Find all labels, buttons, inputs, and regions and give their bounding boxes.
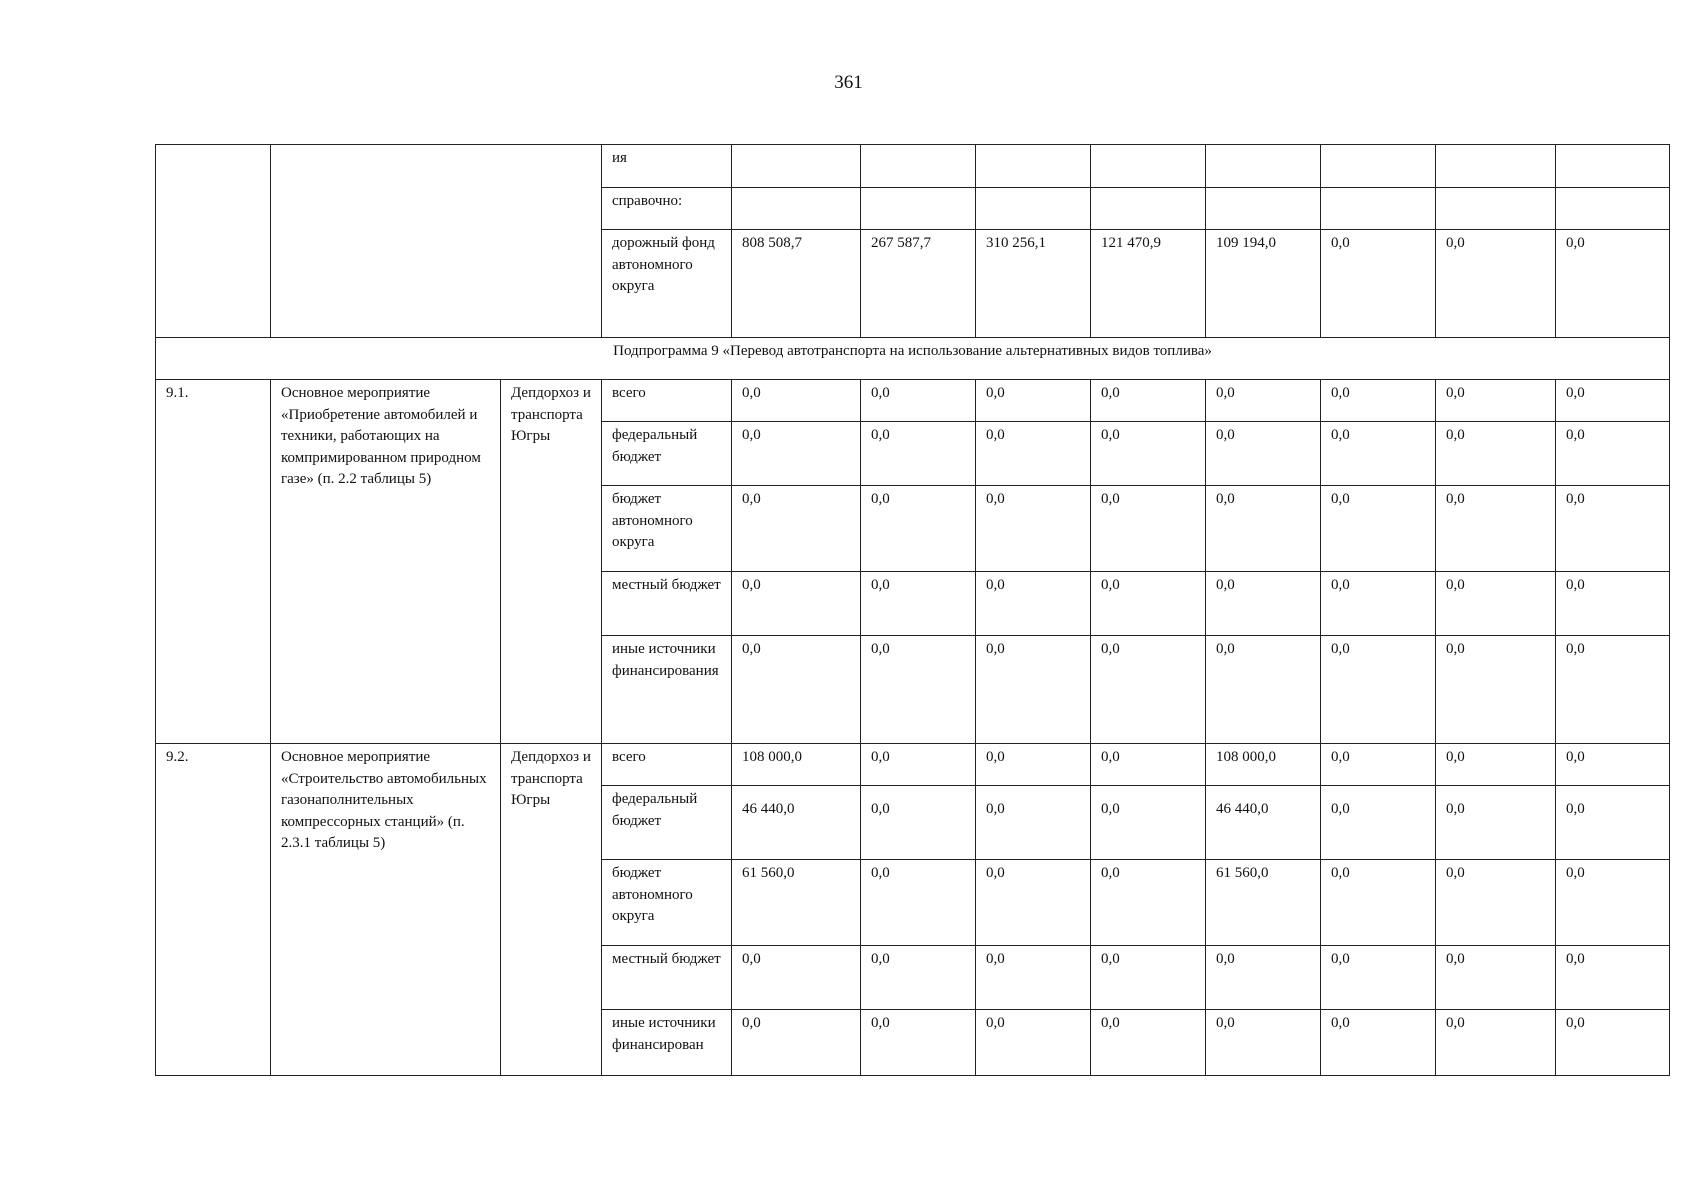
value-cell: 0,0 [1321, 422, 1436, 486]
value-cell: 0,0 [976, 786, 1091, 860]
value-cell: 0,0 [976, 380, 1091, 422]
value-cell: 0,0 [1206, 486, 1321, 572]
value-cell: 0,0 [1206, 1010, 1321, 1076]
value-cell: 0,0 [1556, 636, 1670, 744]
value-cell: 0,0 [732, 1010, 861, 1076]
value-cell [976, 145, 1091, 188]
value-cell: 0,0 [861, 860, 976, 946]
source-cell: ия [602, 145, 732, 188]
value-cell: 0,0 [1091, 636, 1206, 744]
source-cell: иные источники финансирован [602, 1010, 732, 1076]
subprogram-row [156, 338, 1670, 380]
table-row [156, 744, 1670, 786]
value-cell: 0,0 [976, 486, 1091, 572]
value-cell: 0,0 [861, 946, 976, 1010]
value-cell: 0,0 [1556, 786, 1670, 860]
value-cell: 0,0 [1556, 230, 1670, 338]
value-cell: 0,0 [1556, 572, 1670, 636]
value-cell: 0,0 [1091, 572, 1206, 636]
value-cell [1436, 188, 1556, 230]
value-cell [1436, 145, 1556, 188]
value-cell: 0,0 [1321, 786, 1436, 860]
source-cell: местный бюджет [602, 572, 732, 636]
value-cell: 0,0 [1436, 946, 1556, 1010]
value-cell: 0,0 [1091, 422, 1206, 486]
value-cell [732, 188, 861, 230]
value-cell: 0,0 [1436, 786, 1556, 860]
value-cell: 121 470,9 [1091, 230, 1206, 338]
source-cell: дорожный фонд автономного округа [602, 230, 732, 338]
value-cell: 0,0 [1206, 636, 1321, 744]
table-row [156, 380, 1670, 422]
value-cell: 0,0 [1436, 636, 1556, 744]
value-cell [1556, 145, 1670, 188]
value-cell: 109 194,0 [1206, 230, 1321, 338]
value-cell: 0,0 [976, 572, 1091, 636]
subprogram-title: Подпрограмма 9 «Перевод автотранспорта на использование альтернативных видов топлива» [156, 338, 1670, 380]
value-cell: 0,0 [1556, 860, 1670, 946]
value-cell: 0,0 [1436, 380, 1556, 422]
value-cell: 0,0 [1321, 230, 1436, 338]
value-cell: 0,0 [1091, 786, 1206, 860]
activity-number: 9.2. [156, 744, 271, 1076]
source-cell: федеральный бюджет [602, 786, 732, 860]
value-cell: 108 000,0 [1206, 744, 1321, 786]
value-cell: 0,0 [1556, 486, 1670, 572]
value-cell: 0,0 [1321, 744, 1436, 786]
value-cell [861, 188, 976, 230]
source-cell: бюджет автономного округа [602, 860, 732, 946]
value-cell: 310 256,1 [976, 230, 1091, 338]
activity-name: Основное мероприятие «Приобретение автомобилей и техники, работающих на компримированном природном газе» (п. 2.2 таблицы 5) [271, 380, 501, 744]
value-cell: 0,0 [732, 380, 861, 422]
value-cell: 0,0 [1321, 860, 1436, 946]
value-cell [861, 145, 976, 188]
value-cell: 0,0 [1206, 380, 1321, 422]
value-cell: 61 560,0 [1206, 860, 1321, 946]
source-cell: справочно: [602, 188, 732, 230]
value-cell: 0,0 [1091, 946, 1206, 1010]
responsible-executor: Депдорхоз и транспорта Югры [501, 380, 602, 744]
value-cell: 46 440,0 [1206, 786, 1321, 860]
value-cell: 0,0 [1321, 572, 1436, 636]
value-cell: 0,0 [1321, 636, 1436, 744]
value-cell: 108 000,0 [732, 744, 861, 786]
value-cell [1321, 145, 1436, 188]
value-cell: 0,0 [1206, 946, 1321, 1010]
name-cell [271, 145, 602, 338]
value-cell: 0,0 [1206, 422, 1321, 486]
value-cell: 267 587,7 [861, 230, 976, 338]
value-cell: 0,0 [732, 486, 861, 572]
number-cell [156, 145, 271, 338]
responsible-executor: Депдорхоз и транспорта Югры [501, 744, 602, 1076]
value-cell: 61 560,0 [732, 860, 861, 946]
value-cell [1206, 188, 1321, 230]
value-cell: 0,0 [1091, 1010, 1206, 1076]
value-cell: 0,0 [861, 1010, 976, 1076]
value-cell: 0,0 [861, 572, 976, 636]
value-cell [1206, 145, 1321, 188]
value-cell: 0,0 [732, 636, 861, 744]
value-cell: 0,0 [861, 380, 976, 422]
value-cell: 0,0 [1436, 230, 1556, 338]
source-cell: бюджет автономного округа [602, 486, 732, 572]
value-cell: 0,0 [732, 946, 861, 1010]
value-cell: 0,0 [976, 636, 1091, 744]
value-cell: 0,0 [1556, 946, 1670, 1010]
value-cell: 0,0 [1556, 380, 1670, 422]
value-cell [1091, 145, 1206, 188]
value-cell [1091, 188, 1206, 230]
value-cell: 0,0 [1556, 422, 1670, 486]
value-cell: 0,0 [1436, 572, 1556, 636]
value-cell: 0,0 [976, 860, 1091, 946]
value-cell: 0,0 [1321, 380, 1436, 422]
source-cell: местный бюджет [602, 946, 732, 1010]
value-cell: 0,0 [1321, 946, 1436, 1010]
value-cell: 0,0 [1091, 860, 1206, 946]
value-cell: 0,0 [1556, 744, 1670, 786]
value-cell [732, 145, 861, 188]
value-cell: 0,0 [861, 422, 976, 486]
value-cell [1556, 188, 1670, 230]
value-cell: 0,0 [976, 744, 1091, 786]
value-cell: 0,0 [861, 486, 976, 572]
value-cell: 0,0 [976, 1010, 1091, 1076]
value-cell: 0,0 [1436, 1010, 1556, 1076]
source-cell: федеральный бюджет [602, 422, 732, 486]
value-cell: 0,0 [861, 636, 976, 744]
value-cell: 0,0 [732, 422, 861, 486]
page-number: 361 [834, 72, 863, 93]
value-cell: 0,0 [1436, 860, 1556, 946]
value-cell [976, 188, 1091, 230]
source-cell: всего [602, 744, 732, 786]
value-cell: 0,0 [1556, 1010, 1670, 1076]
value-cell: 46 440,0 [732, 786, 861, 860]
source-cell: всего [602, 380, 732, 422]
source-cell: иные источники финансирования [602, 636, 732, 744]
value-cell: 0,0 [1206, 572, 1321, 636]
value-cell: 0,0 [1321, 1010, 1436, 1076]
value-cell: 808 508,7 [732, 230, 861, 338]
value-cell: 0,0 [861, 744, 976, 786]
value-cell: 0,0 [1436, 744, 1556, 786]
budget-table [155, 144, 1670, 1076]
value-cell: 0,0 [976, 946, 1091, 1010]
value-cell: 0,0 [732, 572, 861, 636]
value-cell: 0,0 [861, 786, 976, 860]
value-cell: 0,0 [1321, 486, 1436, 572]
value-cell: 0,0 [1436, 486, 1556, 572]
value-cell: 0,0 [1091, 744, 1206, 786]
value-cell: 0,0 [976, 422, 1091, 486]
table-row [156, 145, 1670, 188]
value-cell [1321, 188, 1436, 230]
activity-name: Основное мероприятие «Строительство автомобильных газонаполнительных компрессорных станций» (п. 2.3.1 таблицы 5) [271, 744, 501, 1076]
value-cell: 0,0 [1436, 422, 1556, 486]
activity-number: 9.1. [156, 380, 271, 744]
value-cell: 0,0 [1091, 486, 1206, 572]
value-cell: 0,0 [1091, 380, 1206, 422]
